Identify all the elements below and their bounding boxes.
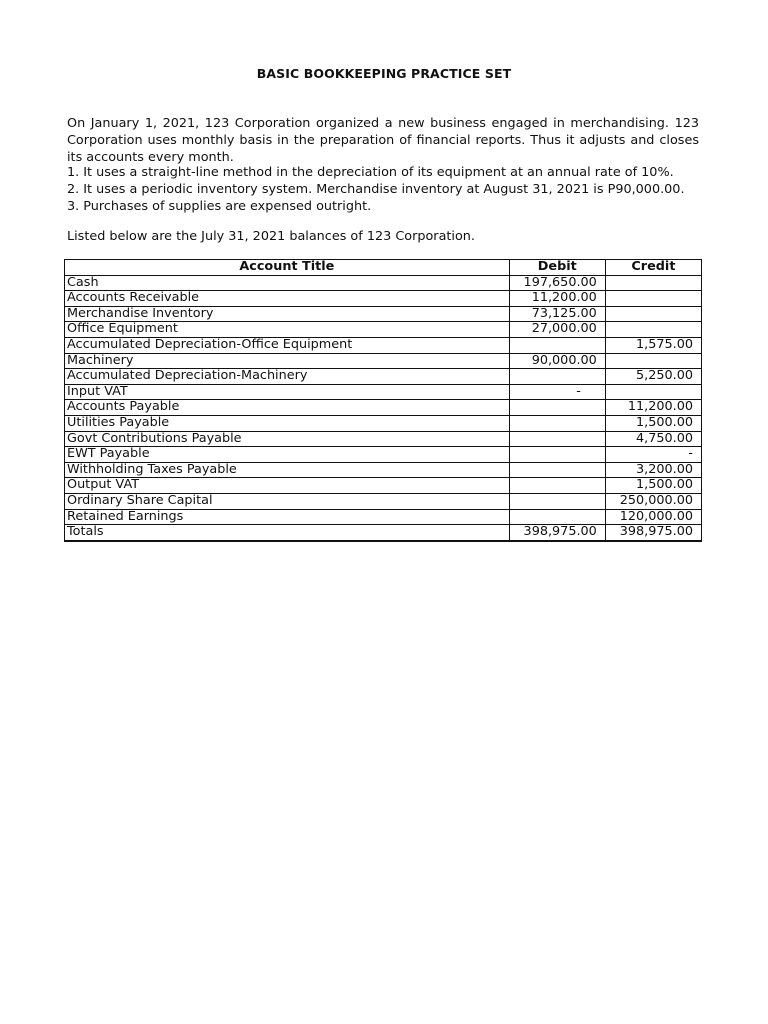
table-row (65, 400, 702, 416)
debit-cell (509, 447, 605, 463)
debit-cell (509, 478, 605, 494)
credit-cell (605, 353, 701, 369)
account-title-cell: Cash (65, 275, 510, 291)
debit-cell (509, 337, 605, 353)
account-title-cell: Utilities Payable (65, 415, 510, 431)
debit-cell (509, 509, 605, 525)
table-row (65, 478, 702, 494)
debit-cell: - (509, 384, 605, 400)
debit-cell: 197,650.00 (509, 275, 605, 291)
policy-item-1: 1. It uses a straight-line method in the depreciation of its equipment at an annual rate of 10%. (67, 165, 674, 180)
account-title-cell: EWT Payable (65, 447, 510, 463)
credit-cell: 120,000.00 (605, 509, 701, 525)
credit-cell: - (605, 447, 701, 463)
account-title-cell: Input VAT (65, 384, 510, 400)
account-title-cell: Ordinary Share Capital (65, 493, 510, 509)
credit-cell (605, 384, 701, 400)
intro-text: On January 1, 2021, 123 Corporation organized a new business engaged in merchandising. 123 Corporation uses monthly basis in the preparation of financial reports. Thus it adjusts and closes its accounts every month. (67, 116, 699, 165)
credit-cell: 1,500.00 (605, 415, 701, 431)
account-title-cell: Office Equipment (65, 322, 510, 338)
policy-list (67, 164, 707, 215)
account-title-cell: Accounts Receivable (65, 291, 510, 307)
credit-cell: 5,250.00 (605, 369, 701, 385)
account-title-cell: Machinery (65, 353, 510, 369)
table-header-row (65, 260, 702, 276)
policy-item-3: 3. Purchases of supplies are expensed outright. (67, 199, 372, 214)
totals-debit: 398,975.00 (509, 525, 605, 541)
debit-cell (509, 431, 605, 447)
table-row (65, 306, 702, 322)
credit-cell (605, 306, 701, 322)
account-title-cell: Merchandise Inventory (65, 306, 510, 322)
trial-balance-table (64, 259, 702, 542)
table-row (65, 275, 702, 291)
credit-cell: 3,200.00 (605, 462, 701, 478)
credit-cell (605, 322, 701, 338)
credit-cell: 11,200.00 (605, 400, 701, 416)
account-title-cell: Accumulated Depreciation-Machinery (65, 369, 510, 385)
table-row (65, 337, 702, 353)
table-row (65, 291, 702, 307)
table-body (65, 275, 702, 541)
debit-cell (509, 415, 605, 431)
credit-cell: 250,000.00 (605, 493, 701, 509)
totals-row (65, 525, 702, 541)
credit-cell (605, 291, 701, 307)
debit-cell: 90,000.00 (509, 353, 605, 369)
account-title-cell: Accumulated Depreciation-Office Equipment (65, 337, 510, 353)
credit-cell (605, 275, 701, 291)
header-debit: Debit (509, 260, 605, 276)
table-row (65, 447, 702, 463)
debit-cell (509, 369, 605, 385)
table-row (65, 353, 702, 369)
document-title: BASIC BOOKKEEPING PRACTICE SET (256, 66, 512, 81)
table-row (65, 431, 702, 447)
debit-cell: 27,000.00 (509, 322, 605, 338)
debit-cell (509, 462, 605, 478)
table-row (65, 462, 702, 478)
table-row (65, 509, 702, 525)
account-title-cell: Withholding Taxes Payable (65, 462, 510, 478)
balances-intro: Listed below are the July 31, 2021 balances of 123 Corporation. (67, 229, 475, 244)
table-row (65, 384, 702, 400)
credit-cell: 4,750.00 (605, 431, 701, 447)
policy-item-2: 2. It uses a periodic inventory system. Merchandise inventory at August 31, 2021 is P90,000.00. (67, 182, 685, 197)
totals-label: Totals (65, 525, 510, 541)
header-account-title: Account Title (65, 260, 510, 276)
table-row (65, 493, 702, 509)
debit-cell: 73,125.00 (509, 306, 605, 322)
totals-credit: 398,975.00 (605, 525, 701, 541)
debit-cell (509, 400, 605, 416)
account-title-cell: Retained Earnings (65, 509, 510, 525)
table-row (65, 322, 702, 338)
intro-paragraph (67, 115, 699, 166)
debit-cell: 11,200.00 (509, 291, 605, 307)
debit-cell (509, 493, 605, 509)
credit-cell: 1,500.00 (605, 478, 701, 494)
table-row (65, 369, 702, 385)
account-title-cell: Accounts Payable (65, 400, 510, 416)
account-title-cell: Govt Contributions Payable (65, 431, 510, 447)
credit-cell: 1,575.00 (605, 337, 701, 353)
table-row (65, 415, 702, 431)
header-credit: Credit (605, 260, 701, 276)
account-title-cell: Output VAT (65, 478, 510, 494)
